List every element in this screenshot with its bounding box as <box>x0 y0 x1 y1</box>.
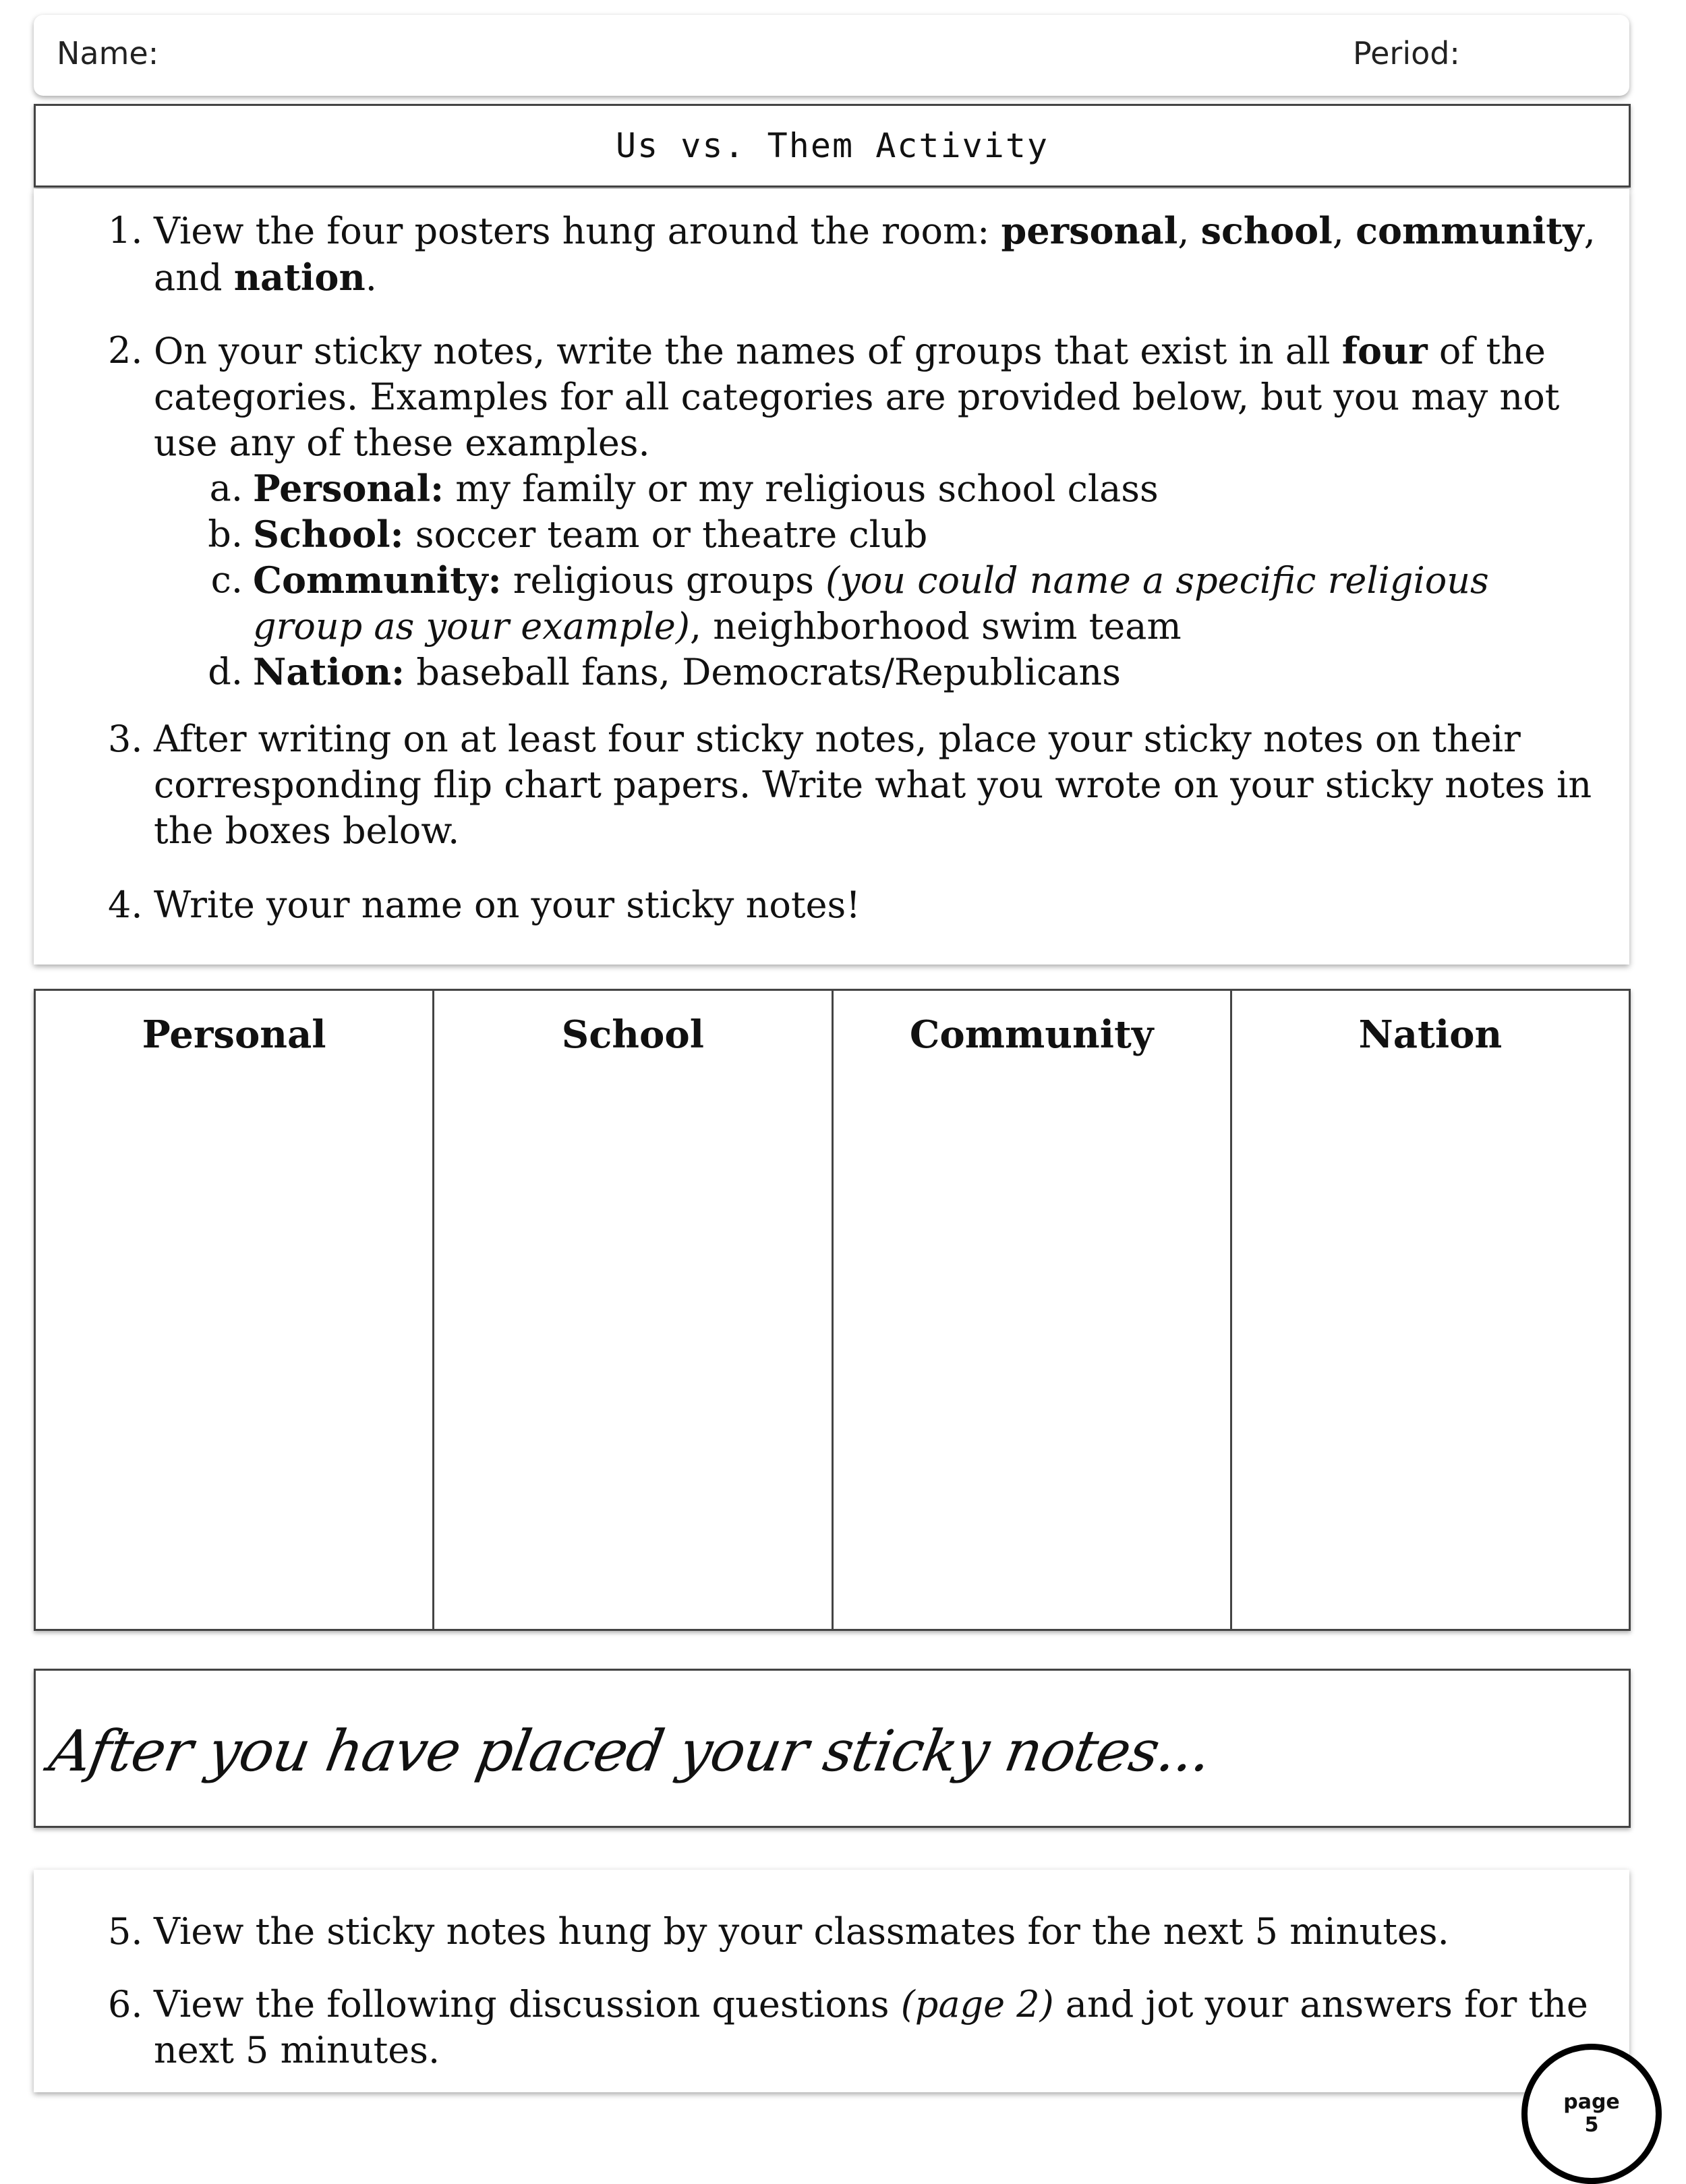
final-steps-card <box>34 1870 1629 2092</box>
step-text: View the following discussion questions (page 2) and jot your answers for the next 5 minutes. <box>154 1983 1588 2071</box>
student-info-header <box>34 15 1629 96</box>
step-text: On your sticky notes, write the names of groups that exist in all four of the categories. Examples for all categories are provided below, but you may not use any of these examples. <box>154 329 1560 464</box>
page-number: 5 <box>1584 2113 1599 2137</box>
sub-letter: d. <box>208 650 243 693</box>
column-header: Nation <box>1358 1012 1503 1057</box>
sub-text: School: soccer team or theatre club <box>253 513 928 556</box>
step-number: 3. <box>108 718 143 760</box>
step-text: View the four posters hung around the room: personal, school, community, and nation. <box>154 209 1596 299</box>
column-header: Community <box>909 1012 1154 1057</box>
column-community[interactable] <box>834 991 1232 1629</box>
sub-letter: b. <box>208 513 243 555</box>
column-nation[interactable] <box>1232 991 1629 1629</box>
column-header: Personal <box>142 1012 326 1057</box>
sub-letter: a. <box>209 467 243 509</box>
period-label: Period: <box>1353 35 1460 71</box>
step-text: View the sticky notes hung by your classmates for the next 5 minutes. <box>154 1910 1449 1953</box>
step-number: 1. <box>108 209 143 252</box>
activity-title-text: Us vs. Them Activity <box>615 126 1049 165</box>
column-personal[interactable] <box>36 991 434 1629</box>
step-number: 4. <box>108 884 143 926</box>
sub-text: Community: religious groups (you could name a specific religious group as your example), neighborhood swim team <box>253 558 1489 648</box>
step-text: Write your name on your sticky notes! <box>154 884 861 926</box>
sub-letter: c. <box>210 558 243 601</box>
name-label: Name: <box>57 35 159 71</box>
activity-title <box>34 104 1631 188</box>
sub-text: Personal: my family or my religious school class <box>253 467 1159 510</box>
column-header: School <box>561 1012 704 1057</box>
sub-text: Nation: baseball fans, Democrats/Republicans <box>253 650 1121 693</box>
step-number: 5. <box>108 1910 143 1953</box>
step-number: 2. <box>108 329 143 372</box>
page-label: page <box>1563 2090 1620 2114</box>
category-table <box>34 989 1631 1631</box>
step-text: After writing on at least four sticky notes, place your sticky notes on their corresponding flip chart papers. Write what you wrote on your sticky notes in the boxes below. <box>154 718 1592 852</box>
column-school[interactable] <box>434 991 833 1629</box>
step-number: 6. <box>108 1983 143 2025</box>
after-section-box <box>34 1669 1631 1828</box>
after-heading: After you have placed your sticky notes... <box>45 1718 1217 1784</box>
instructions-card <box>34 189 1629 965</box>
page-number-badge <box>1521 2044 1662 2184</box>
